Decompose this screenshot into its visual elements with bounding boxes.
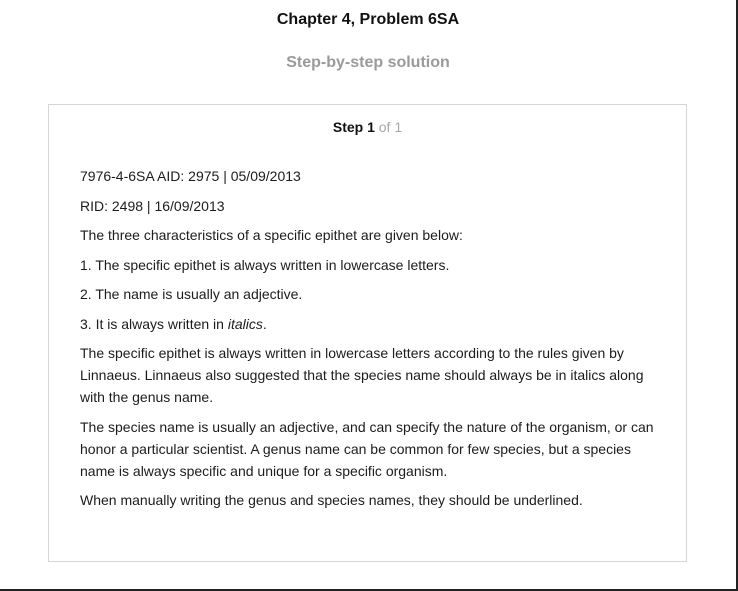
step-label: Step 1 — [332, 119, 375, 135]
meta-line-rid: RID: 2498 | 16/09/2013 — [80, 197, 225, 214]
chapter-title: Chapter 4, Problem 6SA — [276, 11, 460, 28]
step-card — [48, 104, 687, 562]
characteristic-2: 2. The name is usually an adjective. — [80, 286, 303, 302]
explanation-paragraph-3: When manually writing the genus and species names, they should be underlined. — [80, 492, 583, 508]
characteristic-3-prefix: 3. It is always written in — [80, 315, 228, 332]
characteristic-3 — [80, 313, 665, 335]
intro-text: The three characteristics of a specific epithet are given below: — [80, 227, 463, 243]
explanation-paragraph-1: The specific epithet is always written in lowercase letters according to the rules given by Linnaeus. Linnaeus also suggested that the species name should always be in italics along with the genus name. — [80, 345, 644, 405]
step-header — [49, 119, 686, 135]
solution-subtitle: Step-by-step solution — [286, 54, 450, 71]
meta-line-aid: 7976-4-6SA AID: 2975 | 05/09/2013 — [80, 168, 301, 184]
italics-word: italics — [227, 315, 263, 332]
characteristic-3-suffix: . — [262, 315, 267, 332]
explanation-paragraph-2: The species name is usually an adjective, and can specify the nature of the organism, or can honor a particular scientist. A genus name can be common for few species, but a species name is always specific and unique for a specific organism. — [80, 418, 654, 479]
characteristic-1: 1. The specific epithet is always written in lowercase letters. — [80, 256, 450, 273]
step-body — [80, 165, 665, 519]
step-count: of 1 — [378, 119, 403, 135]
